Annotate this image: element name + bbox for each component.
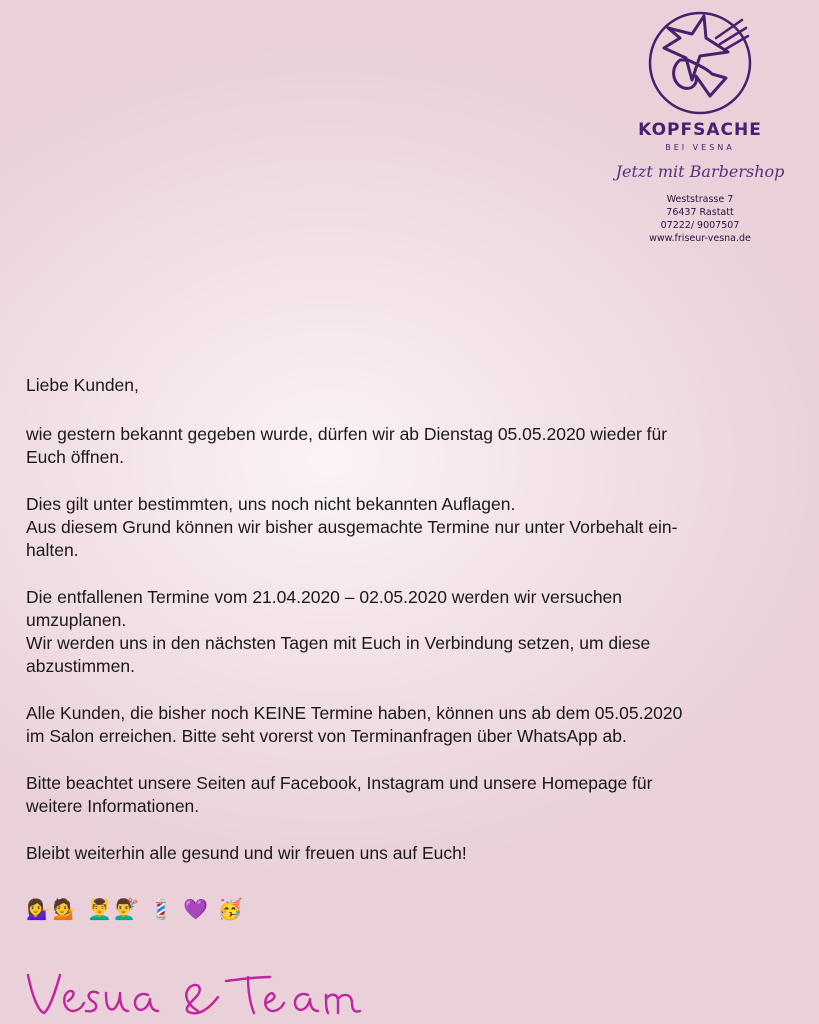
city-address: 76437 Rastatt	[666, 207, 734, 218]
paragraph-conditions: Dies gilt unter bestimmten, uns noch nicht bekannten Auflagen. Aus diesem Grund können wir bisher ausgemachte Termine nur unter Vorbehalt ein- halten.	[26, 494, 678, 560]
salon-logo-block	[600, 8, 800, 245]
phone-number: 07222/ 9007507	[660, 220, 740, 231]
tagline: Jetzt mit Barbershop	[615, 162, 785, 181]
star-hair-logo-icon	[640, 8, 760, 118]
letter-body	[26, 374, 796, 889]
brand-subtitle: BEI VESNA	[665, 143, 735, 152]
letter-greeting: Liebe Kunden,	[26, 375, 139, 395]
paragraph-social-media: Bitte beachtet unsere Seiten auf Facebook, Instagram und unsere Homepage für weitere Informationen.	[26, 773, 653, 816]
brand-name: KOPFSACHE	[638, 120, 762, 140]
paragraph-reopening: wie gestern bekannt gegeben wurde, dürfen wir ab Dienstag 05.05.2020 wieder für Euch öffnen.	[26, 424, 668, 467]
emoji-row: 💁‍♀️💁 💆‍♂️💇‍♂️ 💈 💜 🥳	[26, 899, 245, 921]
website-link[interactable]: www.friseur-vesna.de	[649, 233, 751, 244]
paragraph-rescheduling: Die entfallenen Termine vom 21.04.2020 – 02.05.2020 werden wir versuchen umzuplanen. Wir werden uns in den nächsten Tagen mit Euch in Verbindung setzen, um diese abzustimmen.	[26, 587, 651, 676]
signature-vesna-team	[22, 965, 372, 1021]
paragraph-closing: Bleibt weiterhin alle gesund und wir freuen uns auf Euch!	[26, 843, 467, 863]
contact-block	[600, 193, 800, 245]
street-address: Weststrasse 7	[666, 194, 734, 205]
paragraph-new-customers: Alle Kunden, die bisher noch KEINE Termine haben, können uns ab dem 05.05.2020 im Salon erreichen. Bitte seht vorerst von Terminanfragen über WhatsApp ab.	[26, 703, 683, 746]
